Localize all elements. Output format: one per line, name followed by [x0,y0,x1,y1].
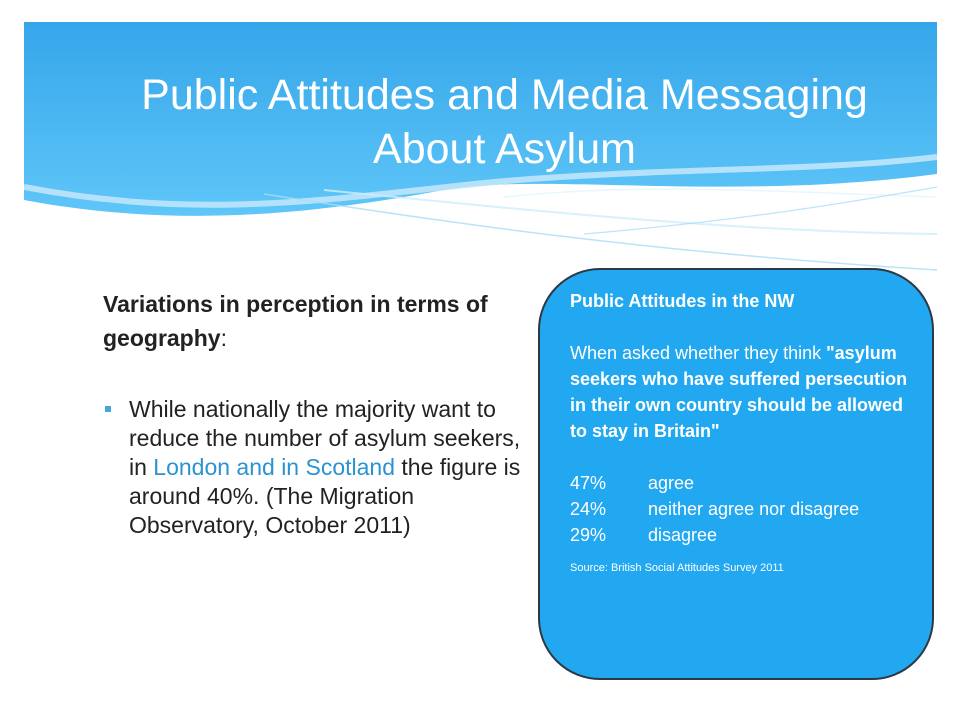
stat-row-agree [570,470,912,496]
bullet-list [103,395,543,540]
main-content [103,287,543,540]
source-citation: Source: British Social Attitudes Survey 2011 [570,562,784,574]
question-intro: When asked whether they think [570,343,827,363]
bullet-text-highlight: London and in Scotland [153,454,395,480]
stat-row-neither [570,496,912,522]
callout-title: Public Attitudes in the NW [570,291,795,311]
stat-percent: 29% [570,525,607,545]
stat-label: disagree [648,525,718,545]
square-bullet-icon [105,406,111,412]
stat-label: agree [648,473,695,493]
nw-attitudes-callout [538,268,934,680]
bullet-item [103,395,543,540]
title-line-2: About Asylum [373,125,636,173]
stat-percent: 24% [570,499,607,519]
callout-question [570,340,912,444]
stat-row-disagree [570,522,912,548]
bullet-text-start: While nationally the majority want to reduce the number of asylum seekers, in [129,396,521,480]
bullet-text-end: the figure is around 40%. (The Migration Observatory, October 2011) [129,454,521,538]
stat-percent: 47% [570,473,607,493]
subheading-colon: : [220,325,227,351]
stat-label: neither agree nor disagree [648,499,860,519]
stats-list [570,470,912,548]
slide-title [48,68,960,176]
subheading-text: Variations in perception in terms of geography [103,291,488,351]
title-banner [24,22,937,272]
question-quote: "asylum seekers who have suffered persecution in their own country should be allowed to stay in Britain" [570,343,908,441]
title-line-1: Public Attitudes and Media Messaging [141,71,868,119]
section-subheading [103,287,543,355]
